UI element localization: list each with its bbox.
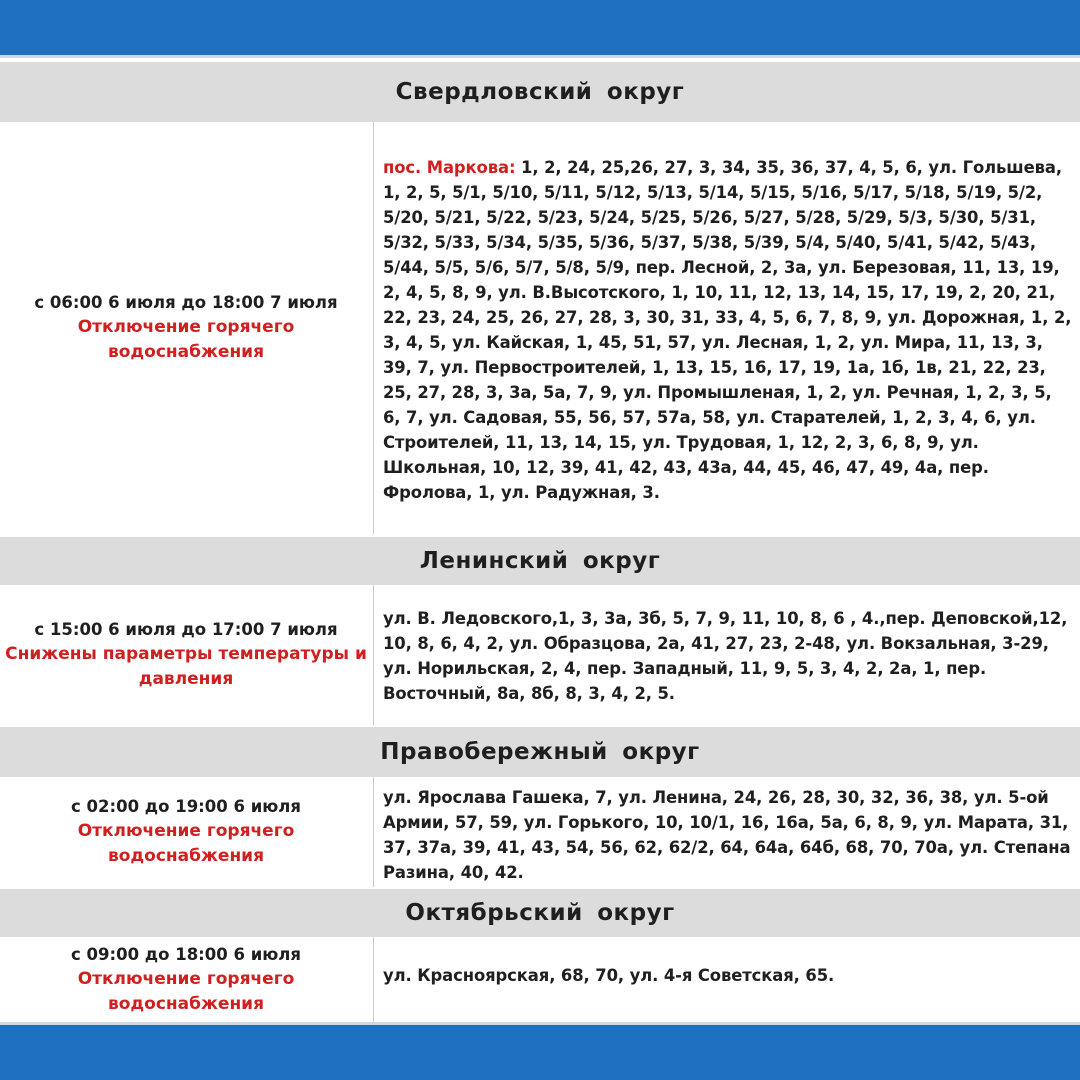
column-divider: [373, 777, 374, 887]
column-divider: [373, 585, 374, 725]
settlement-label: пос. Маркова:: [383, 158, 516, 177]
district-header-leninsky: [0, 537, 1080, 585]
outage-type: Отключение горячего водоснабжения: [77, 968, 295, 1014]
district-row-sverdlovsky: [0, 122, 1080, 534]
outage-info: [0, 585, 372, 725]
address-text: ул. Красноярская, 68, 70, ул. 4-я Советская, 65.: [383, 966, 835, 985]
address-list: [383, 155, 1073, 505]
district-row-pravoberezhny: [0, 777, 1080, 887]
outage-info: [0, 122, 372, 534]
column-divider: [373, 937, 374, 1022]
outage-info: [0, 937, 372, 1022]
outage-time: с 02:00 до 19:00 6 июля: [71, 797, 301, 816]
address-list: [383, 785, 1073, 885]
district-row-leninsky: [0, 585, 1080, 725]
address-list: [383, 606, 1073, 706]
outage-time: с 06:00 6 июля до 18:00 7 июля: [34, 293, 338, 312]
district-header-oktyabrsky: [0, 889, 1080, 937]
address-list: [383, 963, 1073, 988]
district-header-pravoberezhny: [0, 727, 1080, 777]
bottom-banner: [0, 1022, 1080, 1080]
outage-time: с 09:00 до 18:00 6 июля: [71, 944, 301, 964]
district-title: Ленинский округ: [419, 548, 661, 574]
district-title: Правобережный округ: [380, 739, 700, 765]
top-banner: [0, 0, 1080, 58]
outage-time: с 15:00 6 июля до 17:00 7 июля: [34, 620, 338, 639]
outage-type: Отключение горячего водоснабжения: [77, 821, 295, 866]
address-text: ул. В. Ледовского,1, 3, 3а, 3б, 5, 7, 9, 11, 10, 8, 6 , 4.,пер. Деповской,12, 10, 8, 6, 4, 2, ул. Образцова, 2а, 41, 27, 23, 2-48, ул. Вокзальная, 3-29, ул. Норильская, 2, 4, пер. Западный, 11, 9, 5, 3, 4, 2, 2а, 1, пер. Восточный, 8а, 8б, 8, 3, 4, 2, 5.: [383, 609, 1068, 703]
outage-type: Отключение горячего водоснабжения: [77, 317, 295, 362]
outage-info: [0, 777, 372, 887]
district-title: Октябрьский округ: [405, 900, 675, 926]
address-text: ул. Ярослава Гашека, 7, ул. Ленина, 24, 26, 28, 30, 32, 36, 38, ул. 5-ой Армии, 57, 59, ул. Горького, 10, 10/1, 16, 16а, 5а, 6, 8, 9, ул. Марата, 31, 37, 37а, 39, 41, 43, 54, 56, 62, 62/2, 64, 64а, 64б, 68, 70, 70а, ул. Степана Разина, 40, 42.: [383, 788, 1071, 882]
address-text: 1, 2, 24, 25,26, 27, 3, 34, 35, 36, 37, 4, 5, 6, ул. Гольшева, 1, 2, 5, 5/1, 5/10, 5/11, 5/12, 5/13, 5/14, 5/15, 5/16, 5/17, 5/18, 5/19, 5/2, 5/20, 5/21, 5/22, 5/23, 5/24, 5/25, 5/26, 5/27, 5/28, 5/29, 5/3, 5/30, 5/31, 5/32, 5/33, 5/34, 5/35, 5/36, 5/37, 5/38, 5/39, 5/4, 5/40, 5/41, 5/42, 5/43, 5/44, 5/5, 5/6, 5/7, 5/8, 5/9, пер. Лесной, 2, 3а, ул. Березовая, 11, 13, 19, 2, 4, 5, 8, 9, ул. В.Высотского, 1, 10, 11, 12, 13, 14, 15, 17, 19, 2, 20, 21, 22, 23, 24, 25, 26, 27, 28, 3, 30, 31, 33, 4, 5, 6, 7, 8, 9, ул. Дорожная, 1, 2, 3, 4, 5, ул. Кайская, 1, 45, 51, 57, ул. Лесная, 1, 2, ул. Мира, 11, 13, 3, 39, 7, ул. Первостроителей, 1, 13, 15, 16, 17, 19, 1а, 1б, 1в, 21, 22, 23, 25, 27, 28, 3, 3а, 5а, 7, 9, ул. Промышленая, 1, 2, ул. Речная, 1, 2, 3, 5, 6, 7, ул. Садовая, 55, 56, 57, 57а, 58, ул. Старателей, 1, 2, 3, 4, 6, ул. Строителей, 11, 13, 14, 15, ул. Трудовая, 1, 12, 2, 3, 6, 8, 9, ул. Школьная, 10, 12, 39, 41, 42, 43, 43а, 44, 45, 46, 47, 49, 4а, пер. Фролова, 1, ул. Радужная, 3.: [383, 158, 1072, 502]
outage-type: Снижены параметры температуры и давления: [5, 644, 367, 689]
district-title: Свердловский округ: [395, 79, 685, 105]
district-row-oktyabrsky: [0, 937, 1080, 1022]
column-divider: [373, 122, 374, 534]
district-header-sverdlovsky: [0, 62, 1080, 122]
